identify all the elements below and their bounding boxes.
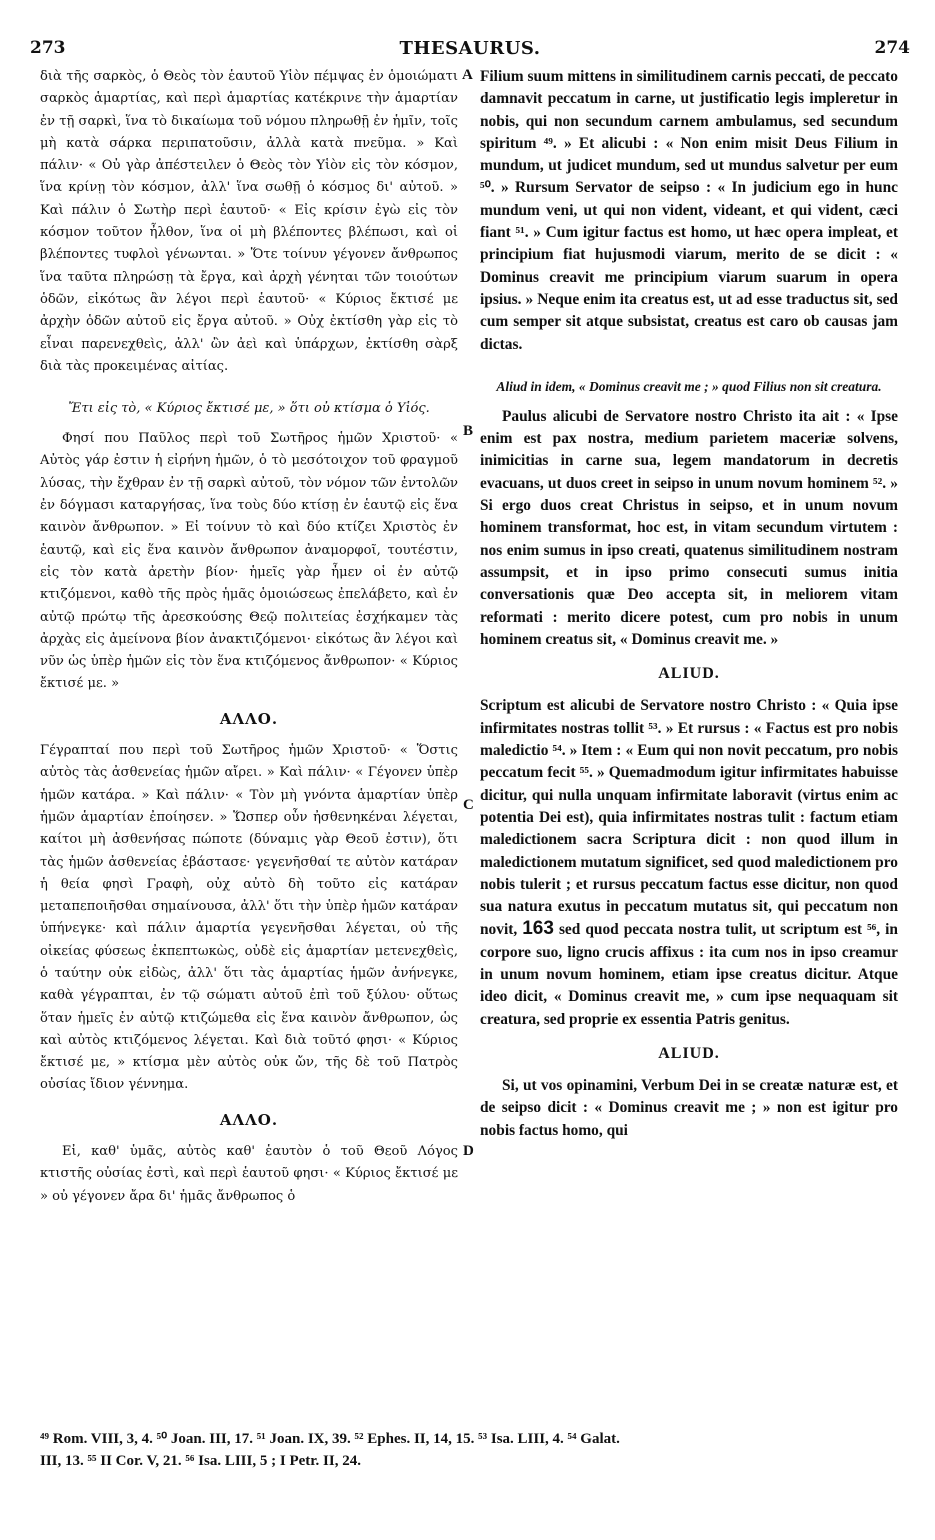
latin-section-heading-2: ALIUD. xyxy=(658,665,720,683)
latin-paragraph-2: Paulus alicubi de Servatore nostro Christo ita ait : « Ipse enim est pax nostra, medium parietem maceriæ solvens, inimicitias in carne sua, legem mandatorum in decretis evacuans, ut duos creet in seipso in unum novum hominem ⁵². » Si ergo duos creat Christus in seipso, et in unum novum hominem transformat, hoc est, in vitam secundum virtutem : nos enim sumus in ipso creati, quatenus similitudinem nostram assumpsit, et in ipso primo consecuti sumus initia conversationis quæ Deo accepta sit, in meliorem vitam reformati : merito dicere potest, cum pro nobis in unum hominem creatus sit, « Dominus creavit me. » xyxy=(480,407,898,648)
page-number-left: 273 xyxy=(30,38,66,58)
latin-subheading-1: Aliud in idem, « Dominus creavit me ; » quod Filius non sit creatura. xyxy=(496,378,882,394)
greek-paragraph-4: Εἰ, καθ' ὑμᾶς, αὐτὸς καθ' ἑαυτὸν ὁ τοῦ Θεοῦ Λόγος κτιστῆς οὐσίας ἐστὶ, καὶ περὶ ἑαυτοῦ φησι· « Κύριος ἔκτισέ με » οὐ γέγονεν ἄρα δι' ἡμᾶς ἄνθρωπος ὁ xyxy=(40,1144,458,1204)
footnote-line-2: III, 13. ⁵⁵ II Cor. V, 21. ⁵⁶ Isa. LIII, 5 ; I Petr. II, 24. xyxy=(40,1453,361,1469)
page-header xyxy=(30,38,910,66)
column-reference-number: 163 xyxy=(522,918,554,940)
latin-paragraph-1: Filium suum mittens in similitudinem carnis peccati, de peccato damnavit peccatum in carne, ut justificatio legis impleretur in nobis, qui non secundum carnem ambulamus, sed secundum spiritum ⁴⁹. » Et alicubi : « Non enim misit Deus Filium in mundum, ut judicet mundum, sed ut mundus salvetur per eum ⁵⁰. » Rursum Servator de seipso : « In judicium ego in hunc mundum veni, ut qui non vident, videant, et qui vident, cæci fiant ⁵¹. » Cum igitur factus est homo, ut hæc opera impleat, et principium fiat hujusmodi viarum, merito de se dicit : « Dominus creavit me principium viarum suarum in opera ipsius. » Neque enim ita creatus est, ut ad esse traductus sit, sed cum semper sit atque subsistat, creatus est caro ob causas jam dictas. xyxy=(480,68,898,353)
footnote-line-1: ⁴⁹ Rom. VIII, 3, 4. ⁵⁰ Joan. III, 17. ⁵¹ Joan. IX, 39. ⁵² Ephes. II, 14, 15. ⁵³ Isa. LIII, 4. ⁵⁴ Galat. xyxy=(40,1431,620,1447)
margin-marker-b: B xyxy=(463,423,474,439)
greek-section-heading-2: ΑΛΛΟ. xyxy=(219,709,279,728)
latin-paragraph-3-part-1: Scriptum est alicubi de Servatore nostro Christo : « Quia ipse infirmitates nostras tollit ⁵³. » Et rursus : « Factus est pro nobis maledictio ⁵⁴. » Item : « Eum qui non novit peccatum, pro nobis peccatum fecit ⁵⁵. » Quemadmodum igitur infirmitates habuisse dicitur, qui nulla unquam infirmitate laboravit (virtus enim ac potentia Dei est), quia infirmitates nostras tulit : factum etiam maledictionem sacra Scriptura dicit : non quod illum in maledictionem mutatum significet, sed quod maledictionem pro nobis tulerit ; et rursus peccatum factus esse dicitur, non quod sua natura exutus in peccatum mutatus sit, qui peccatum non novit, xyxy=(480,697,898,939)
margin-marker-a: A xyxy=(462,67,473,83)
greek-column xyxy=(40,66,458,1208)
page-number-right: 274 xyxy=(874,38,910,58)
latin-column xyxy=(480,66,898,1142)
margin-marker-d: D xyxy=(463,1143,474,1159)
greek-paragraph-2: Φησί που Παῦλος περὶ τοῦ Σωτῆρος ἡμῶν Χριστοῦ· « Αὐτὸς γάρ ἐστιν ἡ εἰρήνη ἡμῶν, ὁ τὸ μεσότοιχον τοῦ φραγμοῦ λύσας, τὴν ἔχθραν ἐν τῇ σαρκὶ αὐτοῦ, τὸν νόμον τῶν ἐντολῶν ἐν δόγμασι καταργήσας, ἵνα τοὺς δύο κτίσῃ ἐν ἑαυτῷ εἰς ἕνα καινὸν ἄνθρωπον. » Εἰ τοίνυν τὸ καὶ δύο κτίζει Χριστὸς ἐν ἑαυτῷ, καὶ εἰς ἕνα καινὸν ἄνθρωπον ἀναμορφοῖ, τουτέστιν, εἰς τὸν κατὰ ἀρετὴν βίον· ἡμεῖς γὰρ ἦμεν οἱ ἐν αὐτῷ κτιζόμενοι, καθὸ τῆς πρὸς ἡμᾶς ὁμοιώσεως ἐπελάβετο, καὶ ἐν αὐτῷ πρώτῳ τῆς ἀρεσκούσης Θεῷ πολιτείας ἐσχήκαμεν τὰς ἀρχὰς εἰς ἀμείνονα βίον ἀνακτιζόμενοι· εἰκότως ἂν λέγοι καὶ νῦν ὡς ὑπὲρ ἡμῶν εἰς τὸν ἕνα κτιζόμενος ἄνθρωπον· « Κύριος ἔκτισέ με. » xyxy=(40,431,458,692)
greek-paragraph-1: διὰ τῆς σαρκὸς, ὁ Θεὸς τὸν ἑαυτοῦ Υἱὸν πέμψας ἐν ὁμοιώματι σαρκὸς ἁμαρτίας, καὶ περὶ ἁμαρτίας κατέκρινε τὴν ἁμαρτίαν ἐν τῇ σαρκὶ, ἵνα τὸ δικαίωμα τοῦ νόμου πληρωθῇ ἐν ἡμῖν, τοῖς μὴ κατὰ σάρκα περιπατοῦσιν, ἀλλὰ κατὰ πνεῦμα. » Καὶ πάλιν· « Οὐ γὰρ ἀπέστειλεν ὁ Θεὸς τὸν Υἱὸν εἰς τὸν κόσμον, ἵνα κρίνῃ τὸν κόσμον, ἀλλ' ἵνα σωθῇ ὁ κόσμος δι' αὐτοῦ. » Καὶ πάλιν ὁ Σωτὴρ περὶ ἑαυτοῦ· « Εἰς κρίσιν ἐγὼ εἰς τὸν κόσμον τοῦτον ἦλθον, ἵνα οἱ μὴ βλέποντες βλέπωσι, καὶ οἱ βλέποντες τυφλοὶ γένωνται. » Ὅτε τοίνυν γέγονεν ἄνθρωπος ἵνα ταῦτα πληρώσῃ τὰ ἔργα, καὶ ἀρχὴ γένηται τῶν τοιούτων ὁδῶν, εἰκότως ἂν λέγοι περὶ ἑαυτοῦ· « Κύριος ἔκτισέ με ἀρχὴν ὁδῶν αὐτοῦ εἰς ἔργα αὐτοῦ. » Οὐχ ἐκτίσθη γὰρ εἰς τὸ εἶναι παρενεχθεὶς, ἀλλ' ὢν ἀεὶ καὶ ὑπάρχων, ἐκτίσθη σὰρξ διὰ τὰς προκειμένας αἰτίας. xyxy=(40,69,458,374)
latin-paragraph-3 xyxy=(480,695,898,1030)
greek-section-heading-3: ΑΛΛΟ. xyxy=(219,1110,279,1129)
latin-paragraph-3-part-2: sed quod peccata nostra tulit, ut scriptum est ⁵⁶, in corpore suo, ligno crucis affixus : ita cum nos in ipso creamur in unum novum hominem, etiam ipse creatus dicitur. Atque ideo dicit, « Dominus creavit me, » cum ipse nequaquam sit creatura, sed proprie ex essentia Patris genitus. xyxy=(480,921,898,1028)
greek-paragraph-3: Γέγραπταί που περὶ τοῦ Σωτῆρος ἡμῶν Χριστοῦ· « Ὅστις αὐτὸς τὰς ἀσθενείας ἡμῶν αἴρει. » Καὶ πάλιν· « Γέγονεν ὑπὲρ ἡμῶν κατάρα. » Καὶ πάλιν· « Τὸν μὴ γνόντα ἁμαρτίαν ὑπὲρ ἡμῶν ἁμαρτίαν ἐποίησεν. » Ὥσπερ οὖν ἠσθενηκέναι λέγεται, καίτοι μὴ ἀσθενήσας πώποτε (δύναμις γὰρ Θεοῦ ἐστιν), ὅτι τὰς ἡμῶν ἀσθενείας ἐβάστασε· γεγενῆσθαί τε αὐτὸν κατάραν ἡ θεία φησὶ Γραφὴ, οὐχ αὐτὸ δὴ τοῦτο εἰς κατάραν μεταπεποιῆσθαι σημαίνουσα, ἀλλ' ὅτι τὴν ὑπὲρ ἡμῶν κατάραν ὑπήνεγκε· καὶ πάλιν ἁμαρτία γεγενῆσθαι λέγεται, οὐ τῆς οἰκείας φύσεως ἐκπεπτωκὼς, οὐδὲ εἰς ἁμαρτίαν μετενεχθεὶς, ὁ ταύτην οὐκ εἰδὼς, ἀλλ' ὅτι τὰς ἁμαρτίας ἡμῶν ἀνήνεγκε, καθὰ γέγραπται, ἐν τῷ σώματι αὐτοῦ ἐπὶ τοῦ ξύλου· οὕτως ὅταν ἡμεῖς ἐν αὐτῷ κτιζώμεθα εἰς ἕνα καινὸν ἄνθρωπον, ὡς καὶ αὐτὸς κτιζόμενος λέγεται. Καὶ διὰ τοῦτό φησι· « Κύριος ἔκτισέ με, » κτίσμα μὲν αὐτὸς οὐκ ὤν, τῆς δὲ τοῦ Πατρὸς οὐσίας ἴδιον γέννημα. xyxy=(40,743,458,1093)
running-title: THESAURUS. xyxy=(399,38,541,59)
latin-paragraph-4: Si, ut vos opinamini, Verbum Dei in se creatæ naturæ est, et de seipso dicit : « Dominus creavit me ; » non est igitur pro nobis factus homo, qui xyxy=(480,1077,898,1139)
greek-subheading-1: Ἔτι εἰς τὸ, « Κύριος ἔκτισέ με, » ὅτι οὐ κτίσμα ὁ Υἱός. xyxy=(68,401,430,417)
latin-section-heading-3: ALIUD. xyxy=(658,1044,720,1062)
footnotes xyxy=(40,1428,910,1472)
margin-marker-c: C xyxy=(463,797,474,813)
